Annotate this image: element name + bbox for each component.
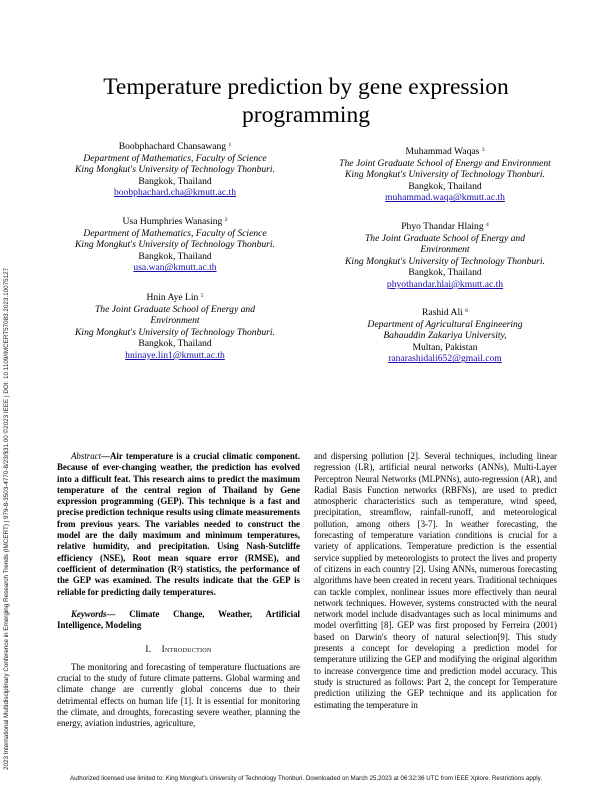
keywords <box>57 609 300 632</box>
author-name: Phyo Thandar Hlaing $^4$ <box>401 221 489 232</box>
right-column <box>314 451 557 711</box>
abstract <box>57 451 300 598</box>
author-affiliation: King Mongkut's University of Technology Thonburi. <box>345 255 545 267</box>
author-affiliation: Environment <box>420 244 470 256</box>
author-affiliation: Department of Mathematics, Faculty of Science <box>83 227 267 239</box>
section-heading-introduction: I. Introduction <box>145 644 212 655</box>
author-affiliation: King Mongkut's University of Technology Thonburi. <box>345 169 545 181</box>
author-city: Bangkok, Thailand <box>408 267 482 279</box>
author-name: Usa Humphries Wanasing $^2$ <box>122 216 228 227</box>
author-block-2 <box>40 216 310 274</box>
author-email-link[interactable]: boobphachard.cha@kmutt.ac.th <box>113 187 237 199</box>
author-affiliation: The Joint Graduate School of Energy and <box>94 303 256 315</box>
ieee-sidebar-citation: 2023 International Multidisciplinary Conference in Emerging Research Trends (IMCERT) | 979-8-3503-4770-8/23/$31.00 ©2023 IEEE | DOI: 10.1109/IMCERT57083.2023.10075127 <box>3 267 10 770</box>
author-affiliation: Bahauddin Zakariya University, <box>383 330 507 342</box>
left-column <box>57 451 300 730</box>
author-email-link[interactable]: phyothandar.hlai@kmutt.ac.th <box>386 278 504 290</box>
author-name: Boobphachard Chansawang $^1$ <box>118 141 232 152</box>
author-email-link[interactable]: ranarashidali652@gmail.com <box>388 353 502 365</box>
author-email-link[interactable]: hninaye.lin1@kmutt.ac.th <box>125 349 225 361</box>
author-email-link[interactable]: usa.wan@kmutt.ac.th <box>133 262 217 274</box>
author-city: Multan, Pakistan <box>412 341 478 353</box>
author-city: Bangkok, Thailand <box>138 338 212 350</box>
paper-title: Temperature prediction by gene expression programming <box>103 74 509 128</box>
intro-paragraph-left: The monitoring and forecasting of temperature fluctuations are crucial to the study of future climate patterns. Global warming and climate change are currently global concerns due to their detrimental effects on human life [1]. It is essential for monitoring the climate, and droughts, forecasting severe weather, planning the energy, aviation industries, agriculture, <box>57 661 300 729</box>
author-block-4 <box>310 221 580 291</box>
abstract-text: —Air temperature is a crucial climatic component. Because of ever-changing weather, the prediction has evolved into a difficult feat. This research aims to predict the maximum temperature of the central region of Thailand by Gene expression programming (GEP). This technique is a fast and precise prediction technique results using climate measurements from previous years. The variables needed to construct the model are the daily maximum and minimum temperatures, relative humidity, and precipitation. Using Nash-Sutcliffe efficiency (NSE), Root mean square error (RMSE), and coefficient of determination (R²) statistics, the performance of the GEP was examined. The results indicate that the GEP is reliable for predicting daily temperatures. <box>57 451 300 597</box>
author-name: Muhammad Waqas $^3$ <box>405 146 485 157</box>
author-affiliation: King Mongkut's University of Technology Thonburi. <box>75 164 275 176</box>
author-affiliation: Environment <box>150 315 200 327</box>
author-block-1 <box>40 141 310 199</box>
abstract-label: Abstract <box>71 451 102 461</box>
author-email-link[interactable]: muhammad.waqa@kmutt.ac.th <box>385 192 505 204</box>
author-affiliation: The Joint Graduate School of Energy and Environment <box>339 157 551 169</box>
author-city: Bangkok, Thailand <box>138 175 212 187</box>
keywords-label: Keywords— <box>71 608 116 619</box>
author-affiliation: King Mongkut's University of Technology Thonburi. <box>75 326 275 338</box>
author-name: Hnin Aye Lin $^5$ <box>146 292 204 303</box>
author-block-5 <box>40 292 310 362</box>
author-city: Bangkok, Thailand <box>408 180 482 192</box>
author-affiliation: Department of Mathematics, Faculty of Science <box>83 152 267 164</box>
author-city: Bangkok, Thailand <box>138 250 212 262</box>
intro-paragraph-right: and dispersing pollution [2]. Several techniques, including linear regression (LR), artificial neural networks (ANNs), Multi-Layer Perceptron Neural Networks (MLPNNs), auto-regression (AR), and Radial Basis Function networks (RBFNs), are used to predict atmospheric characteristics such as temperature, wind speed, precipitation, streamflow, rainfall-runoff, and meteorological pollution, among others [3-7]. In weather forecasting, the forecasting of temperature variation conditions is crucial for a variety of applications. Temperature prediction is the essential service supplied by meteorologists to protect the lives and property of citizens in each country [2]. Using ANNs, numerous forecasting algorithms have been created in recent years. Traditional techniques can tackle complex, nonlinear issues more effectively than neural network techniques. However, systems constructed with the neural network model include disadvantages such as local minimums and model overfitting [8]. GEP was first proposed by Ferreira (2001) based on Darwin's theory of natural selection[9]. This study presents a concept for developing a prediction model for temperature utilizing the GEP and modifying the original algorithm to increase convergence time and prediction model accuracy. This study is structured as follows: Part 2, the concept for Temperature prediction utilizing the GEP technique and its application for estimating the temperature in <box>314 451 557 710</box>
author-affiliation: The Joint Graduate School of Energy and <box>364 232 526 244</box>
author-affiliation: Department of Agricultural Engineering <box>367 318 523 330</box>
author-block-6 <box>310 307 580 365</box>
author-name: Rashid Ali $^6$ <box>422 307 468 318</box>
license-footer: Authorized licensed use limited to: King Mongkut's University of Technology Thonburi. Downloaded on March 25,2023 at 06:32:36 UTC from IEEE Xplore. Restrictions apply. <box>69 775 543 782</box>
keywords-text: Climate Change, Weather, Artificial Intelligence, Modeling <box>57 608 300 631</box>
author-block-3 <box>310 146 580 204</box>
author-affiliation: King Mongkut's University of Technology Thonburi. <box>75 239 275 251</box>
